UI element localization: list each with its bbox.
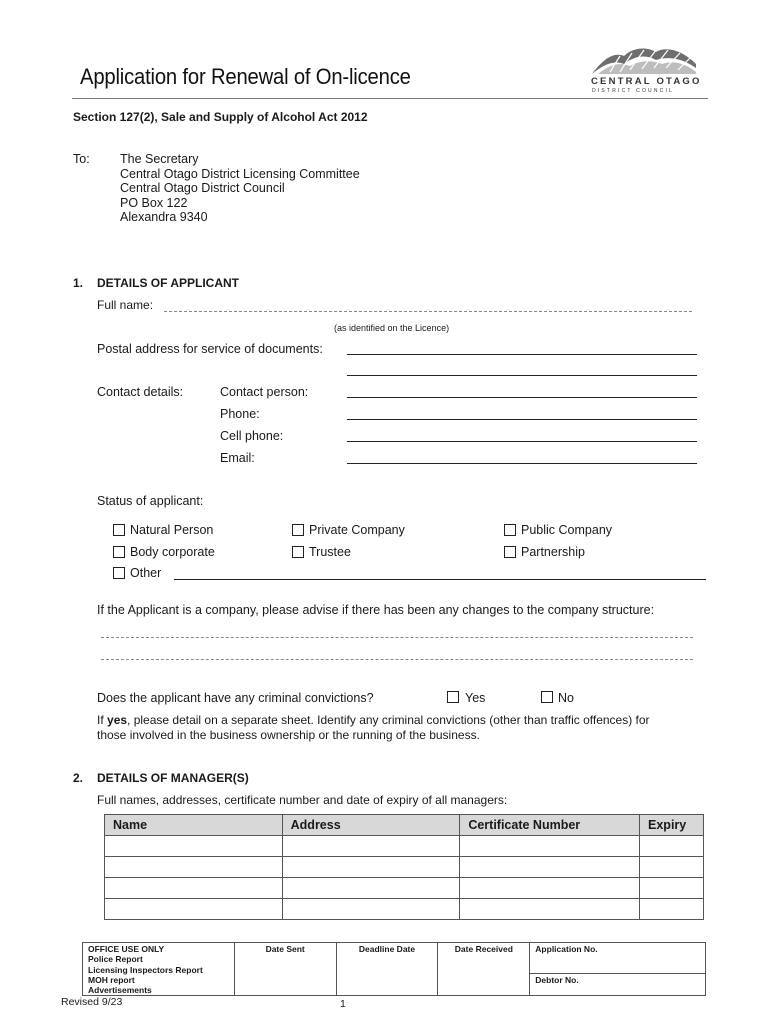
office-row-label: Police Report	[88, 954, 143, 965]
public-company-label: Public Company	[521, 523, 613, 537]
table-row	[105, 878, 704, 899]
phone-label: Phone:	[220, 407, 260, 421]
office-use-header: OFFICE USE ONLY	[88, 944, 165, 954]
postal-address-field-1[interactable]	[347, 354, 697, 355]
company-structure-field-1[interactable]	[101, 637, 693, 638]
column-header-name: Name	[105, 815, 283, 836]
criminal-detail-line-1	[97, 713, 650, 727]
page-number: 1	[340, 998, 346, 1010]
section-1-number: 1.	[73, 276, 84, 290]
header-divider	[72, 98, 708, 99]
date-sent-label: Date Sent	[265, 944, 305, 954]
table-cell[interactable]	[282, 836, 460, 857]
office-row-label: Advertisements	[88, 985, 152, 996]
trustee-checkbox[interactable]	[292, 546, 304, 558]
criminal-detail-line-2: those involved in the business ownership or the running of the business.	[97, 728, 480, 742]
body-corporate-checkbox[interactable]	[113, 546, 125, 558]
table-cell[interactable]	[460, 836, 640, 857]
body-corporate-label: Body corporate	[130, 545, 215, 559]
status-label: Status of applicant:	[97, 494, 204, 508]
debtor-no-label: Debtor No.	[535, 975, 579, 985]
table-cell[interactable]	[640, 836, 704, 857]
criminal-yes-checkbox[interactable]	[447, 691, 459, 703]
table-cell[interactable]	[460, 857, 640, 878]
section-2-number: 2.	[73, 771, 84, 785]
office-use-table	[82, 942, 706, 996]
date-received-label: Date Received	[454, 944, 513, 954]
other-label: Other	[130, 566, 162, 580]
cell-phone-field[interactable]	[347, 441, 697, 442]
table-cell[interactable]	[460, 899, 640, 920]
column-header-address: Address	[282, 815, 460, 836]
other-checkbox[interactable]	[113, 567, 125, 579]
table-cell[interactable]	[640, 878, 704, 899]
table-cell[interactable]	[105, 857, 283, 878]
private-company-checkbox[interactable]	[292, 524, 304, 536]
full-name-field[interactable]	[164, 311, 692, 312]
criminal-convictions-question: Does the applicant have any criminal convictions?	[97, 691, 374, 705]
table-cell[interactable]	[105, 899, 283, 920]
postal-address-field-2[interactable]	[347, 375, 697, 376]
company-structure-question: If the Applicant is a company, please advise if there has been any changes to the company structure:	[97, 603, 655, 617]
column-header-expiry: Expiry	[640, 815, 704, 836]
table-cell[interactable]	[282, 857, 460, 878]
criminal-yes-label: Yes	[465, 691, 486, 705]
table-cell[interactable]	[105, 836, 283, 857]
address-line: Central Otago District Council	[120, 181, 285, 195]
table-cell[interactable]	[640, 857, 704, 878]
table-cell[interactable]	[282, 899, 460, 920]
yes-bold-word: yes	[107, 713, 128, 727]
office-labels-cell	[83, 943, 235, 996]
public-company-checkbox[interactable]	[504, 524, 516, 536]
partnership-checkbox[interactable]	[504, 546, 516, 558]
trustee-label: Trustee	[309, 545, 351, 559]
table-cell[interactable]	[282, 878, 460, 899]
date-received-cell[interactable]	[438, 943, 530, 996]
managers-table-header	[105, 815, 704, 836]
table-cell[interactable]	[105, 878, 283, 899]
logo-subtext: DISTRICT COUNCIL	[592, 88, 675, 94]
company-structure-field-2[interactable]	[101, 659, 693, 660]
page-title: Application for Renewal of On-licence	[80, 64, 411, 89]
criminal-no-checkbox[interactable]	[541, 691, 553, 703]
other-field[interactable]	[174, 579, 706, 580]
contact-details-label: Contact details:	[97, 385, 184, 399]
postal-address-label: Postal address for service of documents:	[97, 342, 323, 356]
address-line: The Secretary	[120, 152, 199, 166]
managers-instruction: Full names, addresses, certificate number and date of expiry of all managers:	[97, 793, 508, 807]
address-line: Central Otago District Licensing Committee	[120, 166, 360, 181]
revision-note: Revised 9/23	[61, 996, 123, 1008]
criminal-detail-text: , please detail on a separate sheet. Identify any criminal convictions (other than traffic offences) for	[127, 713, 650, 727]
email-field[interactable]	[347, 463, 697, 464]
criminal-no-label: No	[558, 691, 574, 705]
full-name-label: Full name:	[97, 298, 154, 312]
council-logo	[590, 44, 700, 96]
section-reference: Section 127(2), Sale and Supply of Alcohol Act 2012	[73, 110, 368, 124]
mountain-logo-icon	[590, 44, 700, 76]
cell-phone-label: Cell phone:	[220, 429, 284, 443]
if-word: If	[97, 713, 104, 727]
partnership-label: Partnership	[521, 545, 585, 559]
table-row	[105, 857, 704, 878]
office-row-label: Licensing Inspectors Report	[88, 964, 203, 975]
natural-person-label: Natural Person	[130, 523, 214, 537]
contact-person-field[interactable]	[347, 397, 697, 398]
email-label: Email:	[220, 451, 255, 465]
managers-table	[104, 814, 704, 920]
phone-field[interactable]	[347, 419, 697, 420]
date-sent-cell[interactable]	[234, 943, 336, 996]
recipient-address	[120, 152, 360, 225]
full-name-note: (as identified on the Licence)	[334, 323, 450, 333]
address-line: PO Box 122	[120, 195, 188, 210]
table-row	[105, 899, 704, 920]
table-cell[interactable]	[640, 899, 704, 920]
section-1-heading: DETAILS OF APPLICANT	[97, 276, 239, 290]
deadline-date-cell[interactable]	[336, 943, 438, 996]
private-company-label: Private Company	[309, 523, 405, 537]
deadline-date-label: Deadline Date	[358, 944, 416, 954]
logo-text: CENTRAL OTAGO	[591, 76, 702, 87]
application-no-label: Application No.	[530, 943, 705, 974]
contact-person-label: Contact person:	[220, 385, 309, 399]
office-row-label: MOH report	[88, 974, 135, 985]
column-header-certificate: Certificate Number	[460, 815, 640, 836]
address-line: Alexandra 9340	[120, 210, 208, 224]
table-cell[interactable]	[460, 878, 640, 899]
table-row	[105, 836, 704, 857]
natural-person-checkbox[interactable]	[113, 524, 125, 536]
section-2-heading: DETAILS OF MANAGER(S)	[97, 771, 249, 785]
reference-numbers-cell[interactable]	[530, 943, 706, 996]
to-label: To:	[73, 152, 90, 166]
